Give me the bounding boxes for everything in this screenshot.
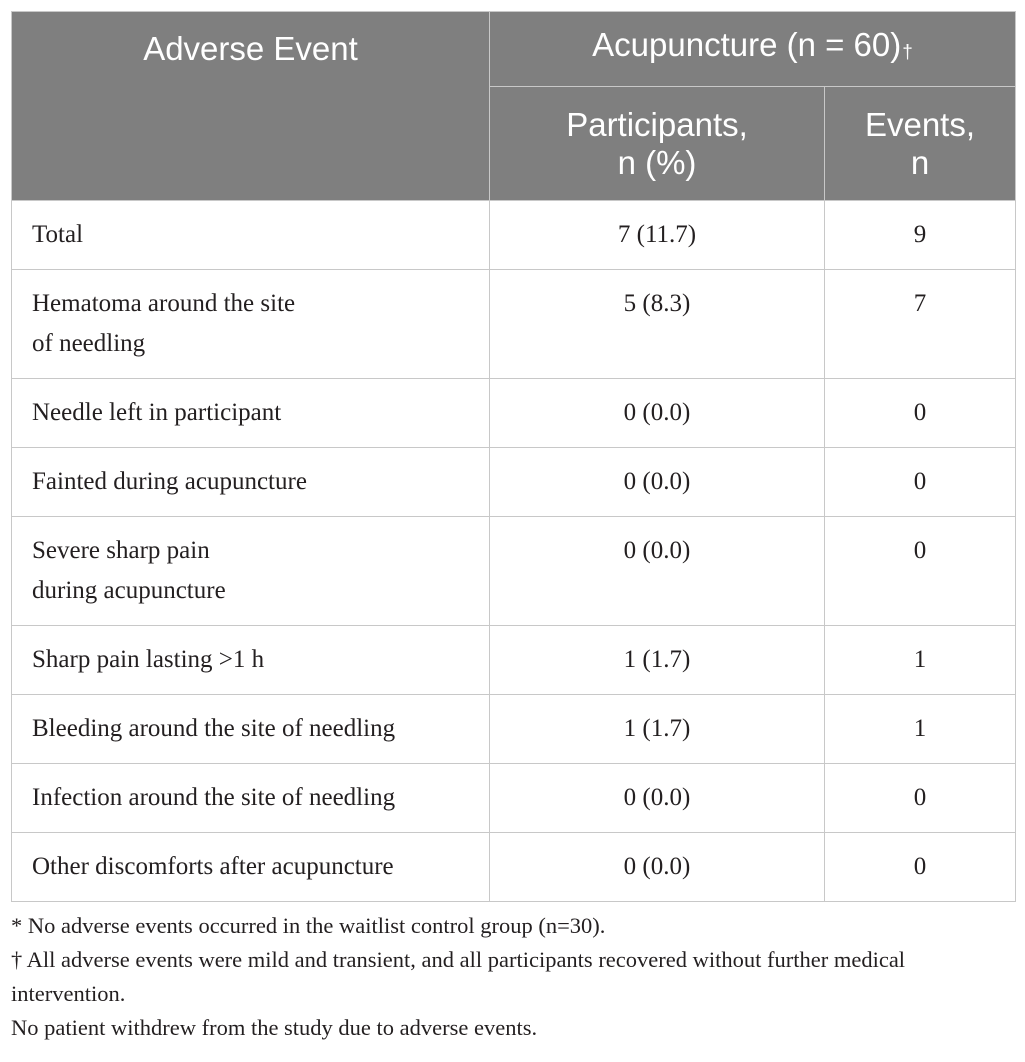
adverse-event-name-line: Other discomforts after acupuncture <box>32 853 394 880</box>
table-row <box>12 626 1016 695</box>
adverse-event-name-line: Sharp pain lasting >1 h <box>32 646 265 673</box>
adverse-events-table <box>11 11 1016 902</box>
table-row <box>12 448 1016 517</box>
events-value: 0 <box>825 379 1016 448</box>
adverse-event-name-line: Bleeding around the site of needling <box>32 715 396 742</box>
adverse-event-name-line: during acupuncture <box>32 577 226 604</box>
header-events-line1: Events, <box>864 105 976 143</box>
adverse-event-name-line: Severe sharp pain <box>32 537 210 564</box>
table-row <box>12 764 1016 833</box>
participants-value: 1 (1.7) <box>490 695 825 764</box>
table-row <box>12 833 1016 902</box>
adverse-event-name <box>12 626 490 695</box>
participants-value: 0 (0.0) <box>490 448 825 517</box>
events-value: 7 <box>825 270 1016 379</box>
table-row <box>12 695 1016 764</box>
adverse-event-name-line: of needling <box>32 330 146 357</box>
adverse-event-name <box>12 833 490 902</box>
header-participants-line1: Participants, <box>566 105 748 143</box>
events-value: 0 <box>825 833 1016 902</box>
table-header <box>12 12 1016 201</box>
table-row <box>12 379 1016 448</box>
footnote-waitlist: * No adverse events occurred in the waitlist control group (n=30). <box>11 913 606 938</box>
adverse-event-name <box>12 517 490 626</box>
participants-value: 7 (11.7) <box>490 201 825 270</box>
table-row <box>12 270 1016 379</box>
header-acupuncture-label: Acupuncture (n = 60) <box>592 26 902 63</box>
footnote-mild-transient: † All adverse events were mild and transient, and all participants recovered without further medical intervention. <box>11 947 906 1006</box>
footnote-no-withdrawal: No patient withdrew from the study due to adverse events. <box>11 1015 538 1040</box>
events-value: 0 <box>825 517 1016 626</box>
events-value: 1 <box>825 695 1016 764</box>
adverse-event-name-line: Total <box>32 221 84 248</box>
adverse-event-name <box>12 448 490 517</box>
header-participants <box>490 87 825 201</box>
footnotes <box>11 909 1019 1045</box>
adverse-event-name-line: Needle left in participant <box>32 399 282 426</box>
dagger-mark: † <box>902 42 913 63</box>
table-body <box>12 201 1016 902</box>
adverse-event-name-line: Fainted during acupuncture <box>32 468 307 495</box>
events-value: 0 <box>825 764 1016 833</box>
participants-value: 0 (0.0) <box>490 379 825 448</box>
events-value: 9 <box>825 201 1016 270</box>
participants-value: 0 (0.0) <box>490 833 825 902</box>
events-value: 0 <box>825 448 1016 517</box>
adverse-event-name-line: Hematoma around the site <box>32 290 296 317</box>
events-value: 1 <box>825 626 1016 695</box>
participants-value: 0 (0.0) <box>490 517 825 626</box>
table-row <box>12 517 1016 626</box>
header-events <box>825 87 1016 201</box>
header-acupuncture-group <box>490 12 1016 87</box>
header-events-line2: n <box>910 143 930 181</box>
header-participants-line2: n (%) <box>617 143 697 181</box>
participants-value: 1 (1.7) <box>490 626 825 695</box>
adverse-event-name-line: Infection around the site of needling <box>32 784 396 811</box>
header-adverse-event: Adverse Event <box>12 12 490 201</box>
participants-value: 0 (0.0) <box>490 764 825 833</box>
adverse-event-name <box>12 201 490 270</box>
adverse-event-name <box>12 764 490 833</box>
adverse-event-name <box>12 695 490 764</box>
table-row <box>12 201 1016 270</box>
adverse-event-name <box>12 270 490 379</box>
participants-value: 5 (8.3) <box>490 270 825 379</box>
adverse-event-name <box>12 379 490 448</box>
header-row-top <box>12 12 1016 87</box>
